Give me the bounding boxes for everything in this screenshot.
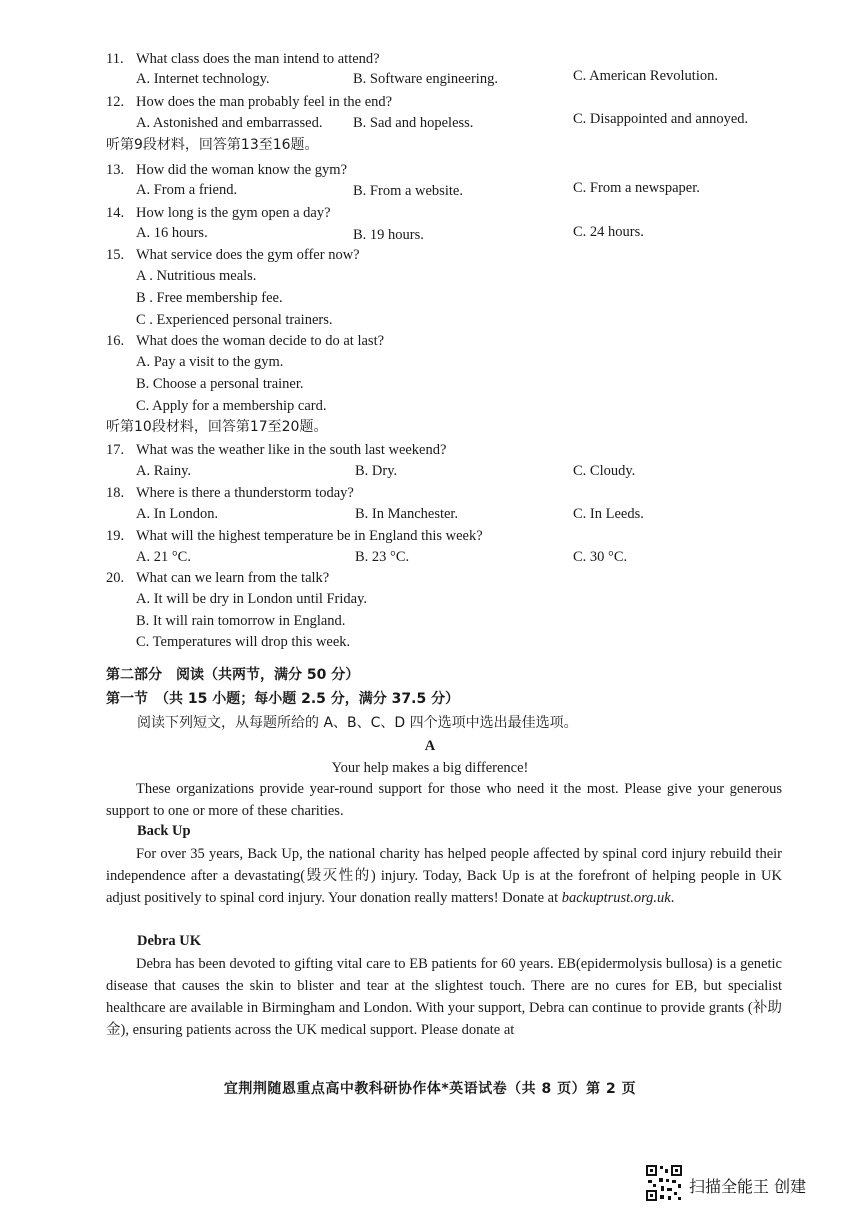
q12-option-a: A. Astonished and embarrassed.: [136, 115, 323, 131]
question-12: 12. How does the man probably feel in the end?: [106, 94, 393, 110]
question-19: 19. What will the highest temperature be in England this week?: [106, 528, 483, 544]
q13-option-c: C. From a newspaper.: [573, 180, 700, 196]
section-9-instruction: 听第9段材料，回答第13至16题。: [106, 137, 319, 153]
q11-option-a: A. Internet technology.: [136, 71, 270, 87]
q20-option-a: A. It will be dry in London until Friday.: [136, 591, 368, 607]
q19-option-b: B. 23 °C.: [355, 549, 410, 565]
question-17: 17. What was the weather like in the south last weekend?: [106, 442, 447, 458]
q16-option-a: A. Pay a visit to the gym.: [136, 354, 284, 370]
q14-option-c: C. 24 hours.: [573, 224, 644, 240]
q11-option-b: B. Software engineering.: [353, 71, 498, 87]
q17-option-b: B. Dry.: [355, 463, 398, 479]
q17-option-c: C. Cloudy.: [573, 463, 636, 479]
question-14: 14. How long is the gym open a day?: [106, 205, 331, 221]
debra-heading: Debra UK: [137, 933, 202, 949]
part-2-heading: 第二部分 阅读（共两节，满分 50 分）: [106, 667, 360, 683]
page-footer: 宜荆荆随恩重点高中教科研协作体*英语试卷（共 8 页）第 2 页: [223, 1081, 637, 1097]
debra-paragraph: Debra has been devoted to gifting vital care to EB patients for 60 years. EB(epidermolysis bullosa) is a genetic disease that causes the skin to blister and tear at the slightest touch. There are no cures for EB, but specialist healthcare are available in Birmingham and London. With your support, Debra can continue to provide grants (补助金), ensuring patients across the UK medical support. Please donate at: [106, 956, 782, 1038]
q13-option-a: A. From a friend.: [136, 182, 238, 198]
backup-paragraph: For over 35 years, Back Up, the national charity has helped people affected by spinal cord injury rebuild their independence after a devastating(毁灭性的) injury. Today, Back Up is at the forefront of helping people in UK adjust positively to spinal cord injury. Your donation really matters! Donate at backuptrust.org.uk.: [106, 846, 782, 906]
q19-option-a: A. 21 °C.: [136, 549, 191, 565]
q18-option-a: A. In London.: [136, 506, 219, 522]
question-16: 16. What does the woman decide to do at last?: [106, 333, 385, 349]
question-11: 11. What class does the man intend to attend?: [106, 51, 380, 67]
reading-instruction: 阅读下列短文，从每题所给的 A、B、C、D 四个选项中选出最佳选项。: [137, 715, 578, 731]
q16-option-c: C. Apply for a membership card.: [136, 398, 327, 414]
q11-option-c: C. American Revolution.: [573, 68, 718, 84]
q13-option-b: B. From a website.: [353, 183, 463, 199]
q15-option-b: B . Free membership fee.: [136, 290, 283, 306]
scanner-watermark: [645, 1164, 806, 1206]
watermark-text: 扫描全能王 创建: [689, 1176, 807, 1196]
q12-option-c: C. Disappointed and annoyed.: [573, 111, 749, 127]
backup-heading: Back Up: [137, 823, 191, 839]
section-1-heading: 第一节 （共 15 小题；每小题 2.5 分，满分 37.5 分）: [106, 691, 460, 707]
question-20: 20. What can we learn from the talk?: [106, 570, 330, 586]
q15-option-c: C . Experienced personal trainers.: [136, 312, 333, 328]
passage-letter: A: [424, 738, 436, 754]
q17-option-a: A. Rainy.: [136, 463, 192, 479]
q20-option-b: B. It will rain tomorrow in England.: [136, 613, 346, 629]
intro-paragraph: These organizations provide year-round support for those who need it the most. Please give your generous support to one or more of these charities.: [106, 781, 782, 819]
q20-option-c: C. Temperatures will drop this week.: [136, 634, 351, 650]
question-15: 15. What service does the gym offer now?: [106, 247, 360, 263]
section-10-instruction: 听第10段材料，回答第17至20题。: [106, 419, 328, 435]
q18-option-c: C. In Leeds.: [573, 506, 644, 522]
question-18: 18. Where is there a thunderstorm today?: [106, 485, 354, 501]
question-13: 13. How did the woman know the gym?: [106, 162, 348, 178]
q15-option-a: A . Nutritious meals.: [136, 268, 257, 284]
passage-title: Your help makes a big difference!: [331, 760, 529, 776]
q14-option-a: A. 16 hours.: [136, 225, 208, 241]
q19-option-c: C. 30 °C.: [573, 549, 628, 565]
q16-option-b: B. Choose a personal trainer.: [136, 376, 304, 392]
backup-link: backuptrust.org.uk: [561, 890, 671, 906]
q12-option-b: B. Sad and hopeless.: [353, 115, 474, 131]
q18-option-b: B. In Manchester.: [355, 506, 459, 522]
qr-code-icon: [645, 1164, 683, 1206]
q14-option-b: B. 19 hours.: [353, 227, 424, 243]
